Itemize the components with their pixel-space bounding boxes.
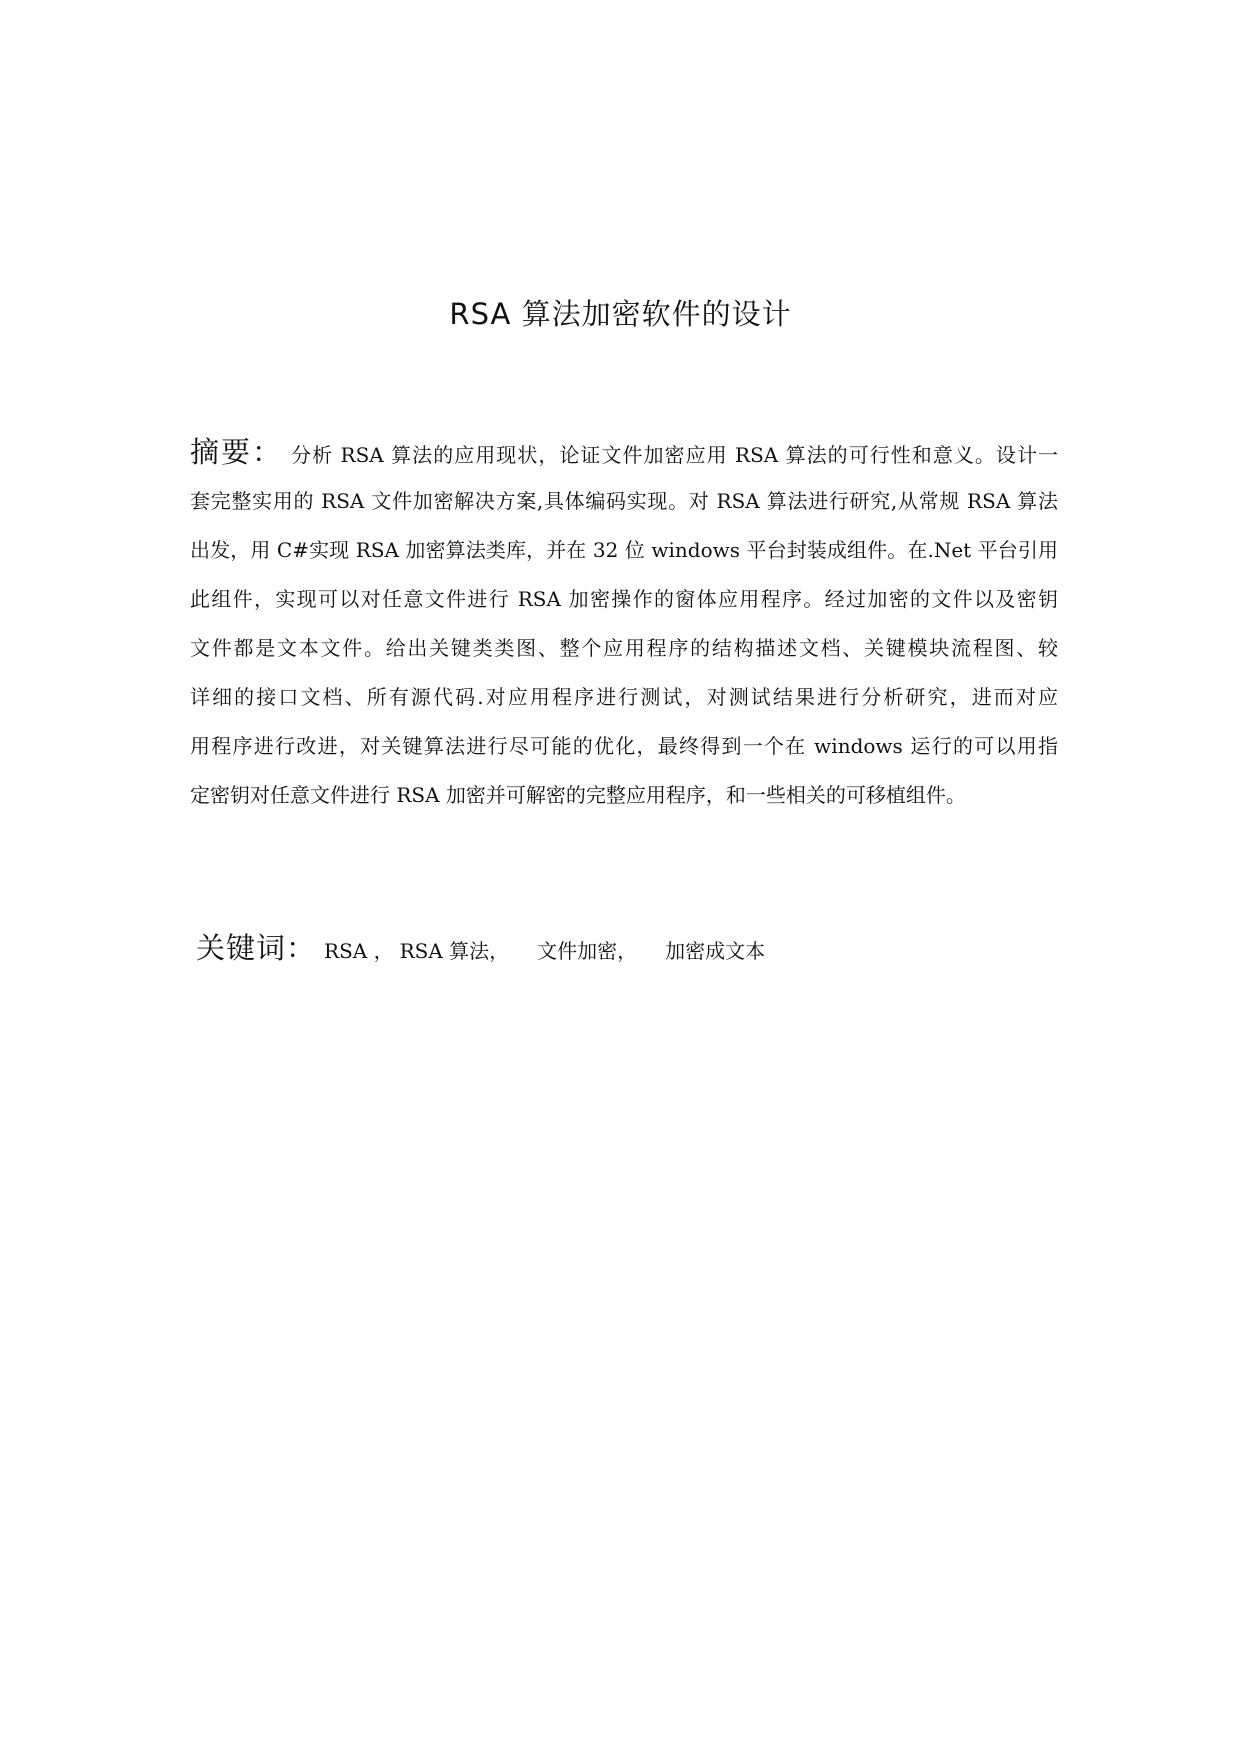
abstract-label: 摘要：: [190, 435, 284, 469]
keywords-label: 关键词：: [196, 931, 317, 965]
keyword: RSA 算法，: [399, 939, 510, 963]
abstract-line: 套完整实用的 RSA 文件加密解决方案,具体编码实现。对 RSA 算法进行研究,从常规 RSA 算法: [190, 489, 1058, 513]
keyword: 加密成文本: [665, 939, 766, 963]
keywords-section: [196, 928, 765, 971]
keyword: 文件加密，: [537, 939, 638, 963]
abstract-line: 用程序进行改进，对关键算法进行尽可能的优化，最终得到一个在 windows 运行的可以用指: [190, 734, 1058, 758]
abstract-line: 文件都是文本文件。给出关键类类图、整个应用程序的结构描述文档、关键模块流程图、较: [190, 636, 1058, 660]
abstract-line: 出发，用 C#实现 RSA 加密算法类库，并在 32 位 windows 平台封装成组件。在.Net 平台引用: [190, 538, 1058, 562]
abstract-line: 定密钥对任意文件进行 RSA 加密并可解密的完整应用程序，和一些相关的可移植组件。: [190, 783, 966, 807]
keyword: RSA ，: [324, 939, 394, 963]
abstract-text: 分析 RSA 算法的应用现状，论证文件加密应用 RSA 算法的可行性和意义。设计一: [291, 443, 1058, 467]
abstract-section: [190, 428, 1058, 820]
abstract-line: 详细的接口文档、所有源代码.对应用程序进行测试，对测试结果进行分析研究，进而对应: [190, 685, 1058, 709]
document-title: RSA 算法加密软件的设计: [449, 297, 792, 331]
abstract-line: [190, 428, 1058, 477]
abstract-line: 此组件，实现可以对任意文件进行 RSA 加密操作的窗体应用程序。经过加密的文件以及密钥: [190, 587, 1058, 611]
